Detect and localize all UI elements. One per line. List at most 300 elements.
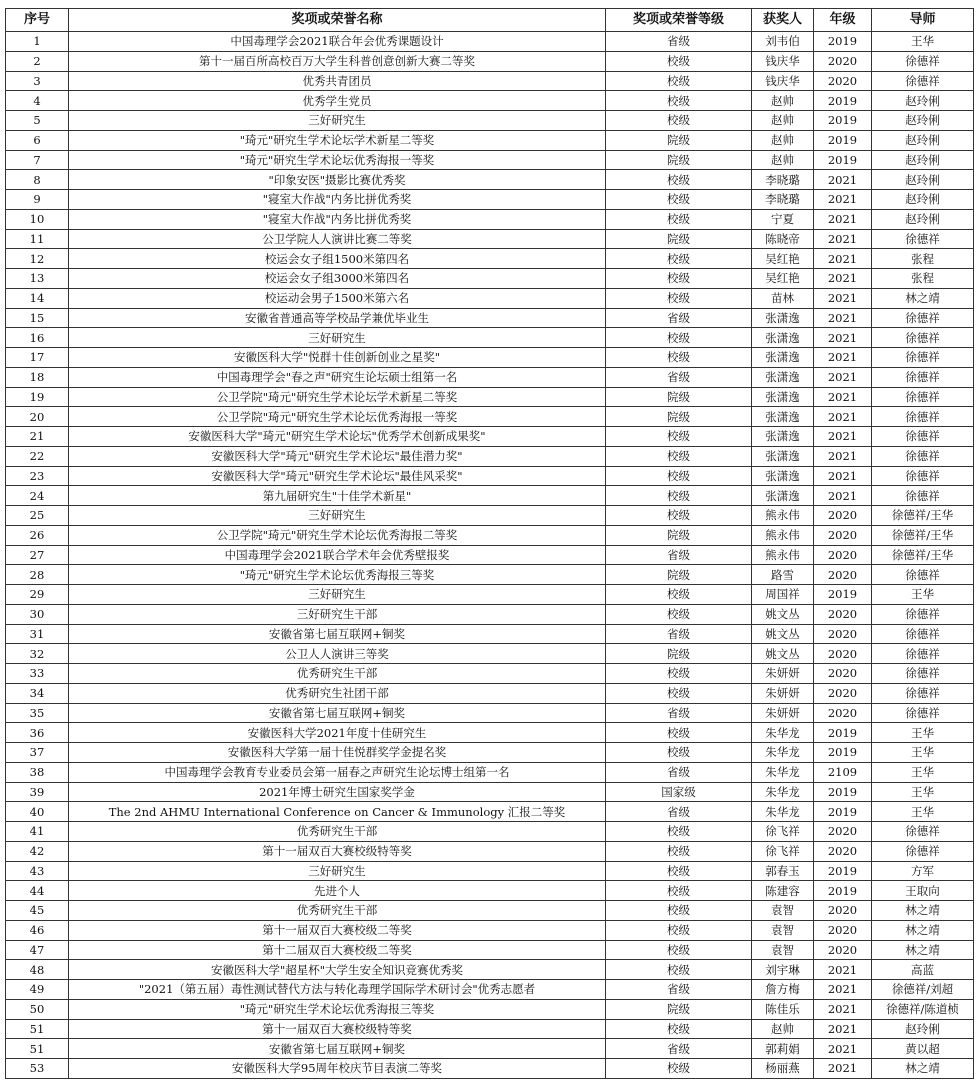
cell-advisor: 赵玲俐	[872, 190, 974, 210]
table-row	[6, 881, 974, 901]
cell-advisor: 高蓝	[872, 960, 974, 980]
cell-index: 41	[6, 822, 69, 842]
cell-index: 42	[6, 841, 69, 861]
table-row	[6, 427, 974, 447]
cell-index: 2	[6, 51, 69, 71]
cell-recipient: 熊永伟	[752, 525, 814, 545]
cell-index: 6	[6, 130, 69, 150]
cell-advisor: 徐德祥	[872, 407, 974, 427]
cell-recipient: 袁智	[752, 901, 814, 921]
cell-recipient: 刘宇琳	[752, 960, 814, 980]
cell-award-level: 校级	[606, 683, 752, 703]
cell-award-level: 校级	[606, 743, 752, 763]
header-award-level: 奖项或荣誉等级	[606, 9, 752, 32]
table-row	[6, 348, 974, 368]
cell-recipient: 郭莉娟	[752, 1039, 814, 1059]
table-row	[6, 525, 974, 545]
cell-award-level: 校级	[606, 288, 752, 308]
cell-advisor: 徐德祥	[872, 683, 974, 703]
cell-award-name: 公卫学院"琦元"研究生学术论坛优秀海报二等奖	[69, 525, 606, 545]
cell-recipient: 张潇逸	[752, 427, 814, 447]
cell-index: 26	[6, 525, 69, 545]
cell-recipient: 朱华龙	[752, 743, 814, 763]
table-row	[6, 999, 974, 1019]
cell-recipient: 路雪	[752, 565, 814, 585]
cell-recipient: 袁智	[752, 920, 814, 940]
cell-award-name: 优秀研究生干部	[69, 901, 606, 921]
cell-index: 4	[6, 91, 69, 111]
cell-index: 29	[6, 585, 69, 605]
cell-grade: 2021	[814, 387, 872, 407]
cell-award-level: 校级	[606, 249, 752, 269]
cell-advisor: 徐德祥	[872, 703, 974, 723]
table-row	[6, 91, 974, 111]
cell-recipient: 赵帅	[752, 1019, 814, 1039]
table-row	[6, 249, 974, 269]
cell-grade: 2021	[814, 229, 872, 249]
cell-recipient: 杨丽燕	[752, 1059, 814, 1079]
cell-recipient: 李晓璐	[752, 170, 814, 190]
cell-index: 34	[6, 683, 69, 703]
cell-grade: 2020	[814, 71, 872, 91]
cell-recipient: 刘韦伯	[752, 32, 814, 52]
cell-award-level: 校级	[606, 822, 752, 842]
cell-award-level: 校级	[606, 585, 752, 605]
cell-index: 13	[6, 269, 69, 289]
cell-award-name: 中国毒理学会2021联合学术年会优秀壁报奖	[69, 545, 606, 565]
cell-award-name: 优秀研究生社团干部	[69, 683, 606, 703]
table-row	[6, 190, 974, 210]
cell-award-name: 校运会女子组3000米第四名	[69, 269, 606, 289]
cell-recipient: 姚文丛	[752, 624, 814, 644]
cell-grade: 2019	[814, 782, 872, 802]
cell-index: 51	[6, 1019, 69, 1039]
cell-index: 15	[6, 308, 69, 328]
cell-award-name: "印象安医"摄影比赛优秀奖	[69, 170, 606, 190]
cell-award-name: 安徽省普通高等学校品学兼优毕业生	[69, 308, 606, 328]
cell-recipient: 苗林	[752, 288, 814, 308]
cell-advisor: 林之靖	[872, 1059, 974, 1079]
cell-index: 16	[6, 328, 69, 348]
table-row	[6, 604, 974, 624]
cell-grade: 2021	[814, 427, 872, 447]
table-row	[6, 940, 974, 960]
cell-award-level: 校级	[606, 269, 752, 289]
cell-advisor: 徐德祥	[872, 565, 974, 585]
table-row	[6, 624, 974, 644]
cell-advisor: 徐德祥	[872, 427, 974, 447]
cell-grade: 2021	[814, 999, 872, 1019]
cell-recipient: 张潇逸	[752, 407, 814, 427]
cell-award-name: 三好研究生	[69, 328, 606, 348]
table-row	[6, 209, 974, 229]
cell-recipient: 张潇逸	[752, 446, 814, 466]
cell-award-name: 先进个人	[69, 881, 606, 901]
table-row	[6, 565, 974, 585]
cell-grade: 2020	[814, 565, 872, 585]
cell-recipient: 陈佳乐	[752, 999, 814, 1019]
cell-index: 9	[6, 190, 69, 210]
cell-award-name: 安徽医科大学"琦元"研究生学术论坛"最佳风采奖"	[69, 466, 606, 486]
cell-award-level: 校级	[606, 940, 752, 960]
cell-index: 38	[6, 762, 69, 782]
cell-award-name: 安徽医科大学"琦元"研究生学术论坛"最佳潜力奖"	[69, 446, 606, 466]
cell-grade: 2019	[814, 861, 872, 881]
table-row	[6, 920, 974, 940]
cell-advisor: 徐德祥	[872, 486, 974, 506]
cell-recipient: 郭春玉	[752, 861, 814, 881]
cell-award-level: 省级	[606, 624, 752, 644]
cell-grade: 2020	[814, 604, 872, 624]
cell-recipient: 朱华龙	[752, 723, 814, 743]
cell-award-name: 第九届研究生"十佳学术新星"	[69, 486, 606, 506]
cell-advisor: 张程	[872, 269, 974, 289]
cell-award-level: 校级	[606, 664, 752, 684]
cell-award-name: 公卫人人演讲三等奖	[69, 644, 606, 664]
cell-award-level: 校级	[606, 466, 752, 486]
table-row	[6, 664, 974, 684]
cell-award-level: 院级	[606, 644, 752, 664]
cell-award-name: 中国毒理学会"春之声"研究生论坛硕士组第一名	[69, 367, 606, 387]
cell-award-name: 三好研究生干部	[69, 604, 606, 624]
cell-award-name: "琦元"研究生学术论坛优秀海报三等奖	[69, 999, 606, 1019]
cell-grade: 2020	[814, 664, 872, 684]
cell-advisor: 王华	[872, 782, 974, 802]
cell-advisor: 徐德祥	[872, 644, 974, 664]
cell-advisor: 赵玲俐	[872, 170, 974, 190]
cell-grade: 2109	[814, 762, 872, 782]
cell-recipient: 朱妍妍	[752, 703, 814, 723]
table-row	[6, 545, 974, 565]
cell-index: 40	[6, 802, 69, 822]
cell-award-name: 三好研究生	[69, 506, 606, 526]
cell-award-name: 三好研究生	[69, 111, 606, 131]
cell-index: 19	[6, 387, 69, 407]
header-row	[6, 9, 974, 32]
cell-recipient: 周国祥	[752, 585, 814, 605]
cell-award-name: 公卫学院人人演讲比赛二等奖	[69, 229, 606, 249]
cell-grade: 2021	[814, 288, 872, 308]
cell-award-level: 院级	[606, 565, 752, 585]
cell-index: 45	[6, 901, 69, 921]
cell-recipient: 张潇逸	[752, 387, 814, 407]
cell-advisor: 徐德祥	[872, 664, 974, 684]
cell-award-level: 省级	[606, 703, 752, 723]
cell-recipient: 姚文丛	[752, 644, 814, 664]
cell-index: 46	[6, 920, 69, 940]
cell-grade: 2020	[814, 683, 872, 703]
cell-grade: 2020	[814, 841, 872, 861]
cell-grade: 2021	[814, 348, 872, 368]
cell-award-level: 省级	[606, 802, 752, 822]
cell-recipient: 张潇逸	[752, 328, 814, 348]
cell-award-level: 院级	[606, 229, 752, 249]
cell-grade: 2021	[814, 308, 872, 328]
cell-advisor: 徐德祥	[872, 71, 974, 91]
cell-index: 47	[6, 940, 69, 960]
cell-recipient: 钱庆华	[752, 51, 814, 71]
cell-recipient: 张潇逸	[752, 486, 814, 506]
cell-recipient: 姚文丛	[752, 604, 814, 624]
cell-award-name: 第十一届百所高校百万大学生科普创意创新大赛二等奖	[69, 51, 606, 71]
cell-award-level: 校级	[606, 170, 752, 190]
cell-award-level: 校级	[606, 1059, 752, 1079]
cell-award-level: 校级	[606, 486, 752, 506]
cell-index: 27	[6, 545, 69, 565]
table-row	[6, 111, 974, 131]
cell-advisor: 赵玲俐	[872, 209, 974, 229]
table-row	[6, 980, 974, 1000]
cell-advisor: 方军	[872, 861, 974, 881]
cell-award-name: 中国毒理学会教育专业委员会第一届春之声研究生论坛博士组第一名	[69, 762, 606, 782]
cell-recipient: 吴红艳	[752, 249, 814, 269]
cell-advisor: 王取向	[872, 881, 974, 901]
table-row	[6, 1039, 974, 1059]
cell-recipient: 钱庆华	[752, 71, 814, 91]
cell-award-level: 省级	[606, 367, 752, 387]
table-row	[6, 288, 974, 308]
cell-grade: 2021	[814, 407, 872, 427]
cell-grade: 2019	[814, 130, 872, 150]
cell-index: 31	[6, 624, 69, 644]
cell-recipient: 吴红艳	[752, 269, 814, 289]
cell-award-level: 校级	[606, 723, 752, 743]
cell-grade: 2020	[814, 822, 872, 842]
cell-grade: 2021	[814, 960, 872, 980]
cell-grade: 2021	[814, 209, 872, 229]
cell-grade: 2019	[814, 111, 872, 131]
cell-grade: 2019	[814, 91, 872, 111]
header-advisor: 导师	[872, 9, 974, 32]
table-row	[6, 841, 974, 861]
cell-grade: 2020	[814, 703, 872, 723]
cell-award-name: 安徽省第七届互联网+铜奖	[69, 1039, 606, 1059]
cell-recipient: 赵帅	[752, 91, 814, 111]
cell-grade: 2020	[814, 525, 872, 545]
cell-grade: 2020	[814, 624, 872, 644]
table-row	[6, 960, 974, 980]
cell-index: 30	[6, 604, 69, 624]
cell-advisor: 王华	[872, 723, 974, 743]
table-row	[6, 723, 974, 743]
cell-recipient: 陈建容	[752, 881, 814, 901]
cell-award-name: 公卫学院"琦元"研究生学术论坛学术新星二等奖	[69, 387, 606, 407]
cell-grade: 2020	[814, 644, 872, 664]
cell-award-level: 校级	[606, 71, 752, 91]
table-row	[6, 486, 974, 506]
table-row	[6, 32, 974, 52]
table-row	[6, 762, 974, 782]
table-row	[6, 861, 974, 881]
cell-award-name: 安徽医科大学"悦群十佳创新创业之星奖"	[69, 348, 606, 368]
cell-award-level: 省级	[606, 980, 752, 1000]
cell-index: 48	[6, 960, 69, 980]
cell-index: 51	[6, 1039, 69, 1059]
table-row	[6, 367, 974, 387]
cell-award-name: "寝室大作战"内务比拼优秀奖	[69, 190, 606, 210]
cell-award-level: 省级	[606, 545, 752, 565]
cell-award-level: 省级	[606, 32, 752, 52]
cell-grade: 2021	[814, 269, 872, 289]
cell-recipient: 朱妍妍	[752, 683, 814, 703]
cell-award-name: The 2nd AHMU International Conference on Cancer & Immunology 汇报二等奖	[69, 802, 606, 822]
cell-index: 11	[6, 229, 69, 249]
cell-advisor: 赵玲俐	[872, 111, 974, 131]
cell-award-level: 校级	[606, 881, 752, 901]
cell-recipient: 李晓璐	[752, 190, 814, 210]
cell-index: 18	[6, 367, 69, 387]
cell-advisor: 王华	[872, 802, 974, 822]
table-row	[6, 308, 974, 328]
table-row	[6, 703, 974, 723]
cell-award-level: 校级	[606, 190, 752, 210]
cell-grade: 2019	[814, 32, 872, 52]
cell-advisor: 赵玲俐	[872, 91, 974, 111]
cell-award-level: 院级	[606, 525, 752, 545]
cell-award-name: 三好研究生	[69, 861, 606, 881]
cell-award-name: 第十一届双百大赛校级二等奖	[69, 920, 606, 940]
cell-award-level: 校级	[606, 209, 752, 229]
cell-recipient: 张潇逸	[752, 466, 814, 486]
table-row	[6, 683, 974, 703]
cell-grade: 2021	[814, 1019, 872, 1039]
cell-advisor: 林之靖	[872, 901, 974, 921]
cell-advisor: 徐德祥	[872, 229, 974, 249]
table-row	[6, 901, 974, 921]
cell-index: 7	[6, 150, 69, 170]
cell-award-level: 校级	[606, 841, 752, 861]
cell-award-level: 校级	[606, 91, 752, 111]
table-row	[6, 506, 974, 526]
awards-table	[5, 8, 974, 1079]
cell-index: 53	[6, 1059, 69, 1079]
cell-award-level: 校级	[606, 861, 752, 881]
table-body	[6, 32, 974, 1079]
cell-index: 23	[6, 466, 69, 486]
cell-grade: 2021	[814, 249, 872, 269]
cell-award-name: 第十二届双百大赛校级二等奖	[69, 940, 606, 960]
header-award-name: 奖项或荣誉名称	[69, 9, 606, 32]
cell-advisor: 徐德祥	[872, 328, 974, 348]
cell-award-name: 第十一届双百大赛校级特等奖	[69, 841, 606, 861]
table-row	[6, 585, 974, 605]
cell-award-level: 校级	[606, 111, 752, 131]
cell-index: 1	[6, 32, 69, 52]
cell-recipient: 詹方梅	[752, 980, 814, 1000]
cell-award-level: 校级	[606, 446, 752, 466]
cell-award-name: "2021（第五届）毒性测试替代方法与转化毒理学国际学术研讨会"优秀志愿者	[69, 980, 606, 1000]
cell-recipient: 赵帅	[752, 130, 814, 150]
cell-grade: 2019	[814, 150, 872, 170]
cell-advisor: 赵玲俐	[872, 1019, 974, 1039]
cell-advisor: 林之靖	[872, 920, 974, 940]
cell-grade: 2021	[814, 486, 872, 506]
cell-advisor: 张程	[872, 249, 974, 269]
table-row	[6, 269, 974, 289]
cell-advisor: 徐德祥/王华	[872, 525, 974, 545]
cell-award-level: 校级	[606, 901, 752, 921]
cell-award-level: 院级	[606, 130, 752, 150]
cell-index: 20	[6, 407, 69, 427]
cell-award-level: 校级	[606, 427, 752, 447]
cell-award-level: 省级	[606, 308, 752, 328]
cell-index: 12	[6, 249, 69, 269]
cell-grade: 2020	[814, 901, 872, 921]
cell-grade: 2021	[814, 367, 872, 387]
cell-award-name: 中国毒理学会2021联合年会优秀课题设计	[69, 32, 606, 52]
cell-index: 32	[6, 644, 69, 664]
cell-grade: 2020	[814, 545, 872, 565]
cell-recipient: 赵帅	[752, 150, 814, 170]
cell-recipient: 朱华龙	[752, 782, 814, 802]
table-row	[6, 130, 974, 150]
table-row	[6, 782, 974, 802]
cell-advisor: 徐德祥/王华	[872, 506, 974, 526]
cell-index: 35	[6, 703, 69, 723]
cell-recipient: 熊永伟	[752, 545, 814, 565]
cell-index: 14	[6, 288, 69, 308]
cell-award-name: "寝室大作战"内务比拼优秀奖	[69, 209, 606, 229]
table-row	[6, 150, 974, 170]
cell-recipient: 张潇逸	[752, 367, 814, 387]
cell-award-level: 院级	[606, 999, 752, 1019]
cell-index: 10	[6, 209, 69, 229]
cell-index: 28	[6, 565, 69, 585]
cell-award-level: 校级	[606, 920, 752, 940]
cell-advisor: 黄以超	[872, 1039, 974, 1059]
table-row	[6, 743, 974, 763]
table-row	[6, 802, 974, 822]
cell-grade: 2020	[814, 51, 872, 71]
cell-advisor: 徐德祥/刘超	[872, 980, 974, 1000]
table-row	[6, 71, 974, 91]
cell-award-level: 国家级	[606, 782, 752, 802]
cell-award-level: 省级	[606, 762, 752, 782]
table-row	[6, 822, 974, 842]
cell-grade: 2019	[814, 723, 872, 743]
cell-grade: 2020	[814, 940, 872, 960]
cell-advisor: 王华	[872, 585, 974, 605]
cell-index: 36	[6, 723, 69, 743]
cell-index: 24	[6, 486, 69, 506]
cell-award-name: 安徽医科大学第一届十佳悦群奖学金提名奖	[69, 743, 606, 763]
cell-award-level: 校级	[606, 348, 752, 368]
cell-award-name: 校运会女子组1500米第四名	[69, 249, 606, 269]
cell-recipient: 袁智	[752, 940, 814, 960]
cell-award-name: 安徽医科大学"超星杯"大学生安全知识竞赛优秀奖	[69, 960, 606, 980]
cell-index: 8	[6, 170, 69, 190]
cell-advisor: 徐德祥/王华	[872, 545, 974, 565]
cell-advisor: 徐德祥	[872, 446, 974, 466]
cell-advisor: 徐德祥	[872, 822, 974, 842]
header-recipient: 获奖人	[752, 9, 814, 32]
table-row	[6, 644, 974, 664]
header-index: 序号	[6, 9, 69, 32]
cell-award-name: 2021年博士研究生国家奖学金	[69, 782, 606, 802]
cell-recipient: 赵帅	[752, 111, 814, 131]
table-row	[6, 170, 974, 190]
cell-recipient: 张潇逸	[752, 348, 814, 368]
cell-index: 39	[6, 782, 69, 802]
cell-award-level: 校级	[606, 960, 752, 980]
table-row	[6, 229, 974, 249]
cell-grade: 2021	[814, 328, 872, 348]
cell-advisor: 赵玲俐	[872, 150, 974, 170]
cell-award-name: 优秀研究生干部	[69, 664, 606, 684]
cell-award-name: 安徽医科大学"琦元"研究生学术论坛"优秀学术创新成果奖"	[69, 427, 606, 447]
cell-index: 37	[6, 743, 69, 763]
header-grade: 年级	[814, 9, 872, 32]
